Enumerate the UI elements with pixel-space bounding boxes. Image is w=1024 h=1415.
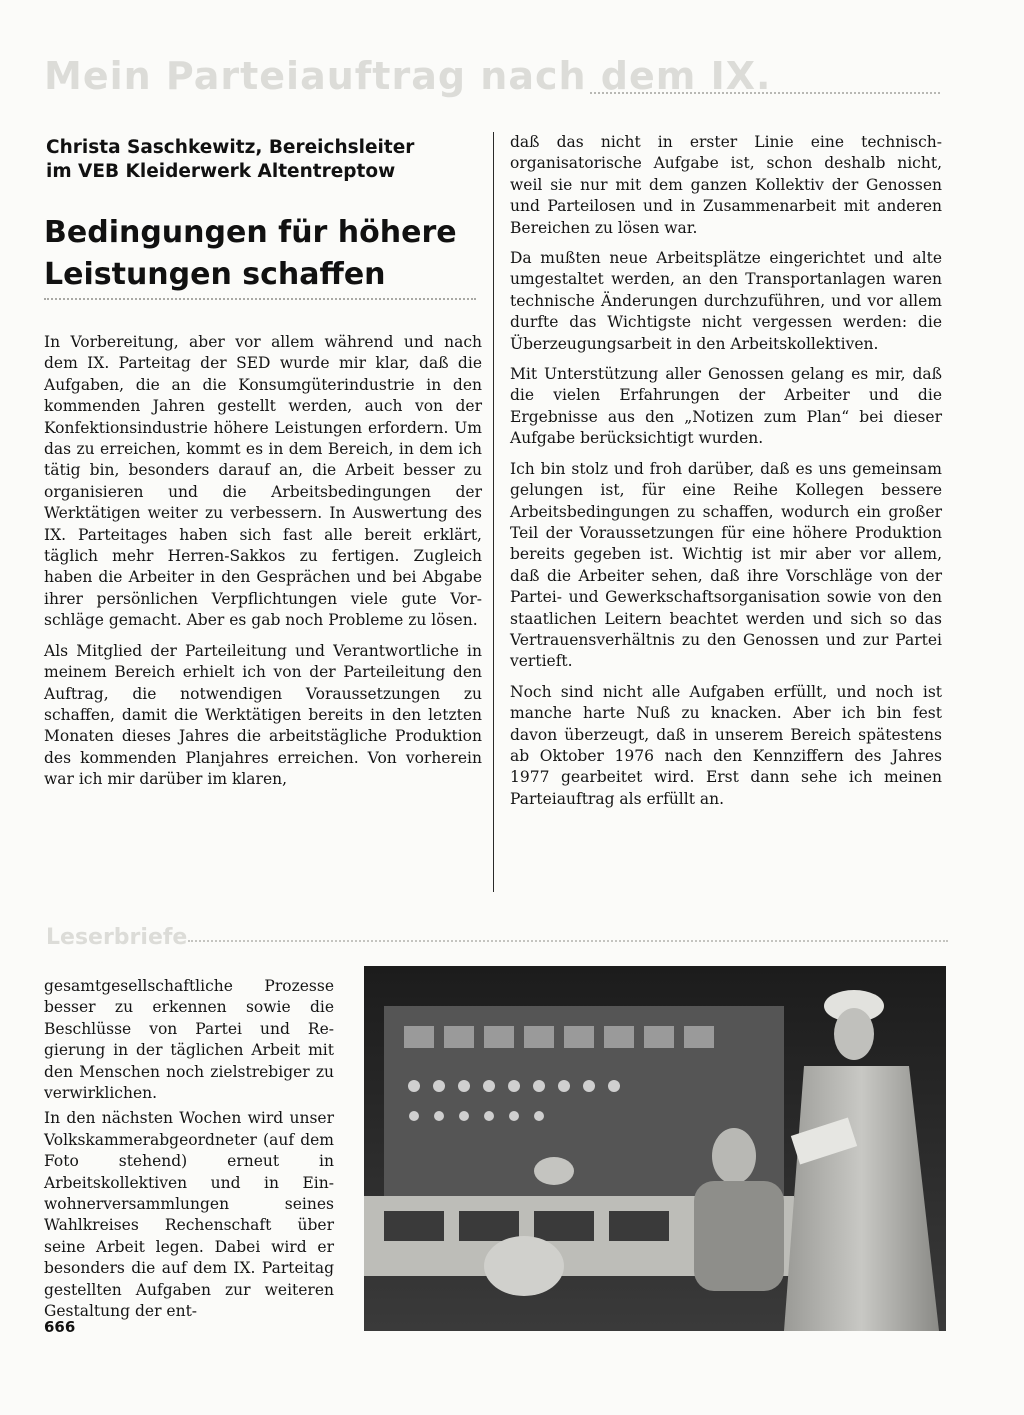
- letters-heading-rule: [188, 940, 948, 945]
- paragraph: Noch sind nicht alle Aufgaben erfüllt, und noch ist manche harte Nuß zu knacken. Aber ich bin fest davon überzeugt, daß in unserem Bereich spätestens ab Oktober 1976 nach den Kennziffern des Jahres 1977 gearbeitet wird. Erst dann sehe ich meinen Parteiauftrag als erfüllt an.: [510, 682, 942, 808]
- paragraph: Da mußten neue Arbeitsplätze eingerichtet und alte umgestaltet werden, an den Transportanlagen waren technische Änderungen durchzuführen, und vor allem durfte das Wichtigste nicht vergessen werden: die Überzeugungsarbeit in den Arbeitskollektiven.: [510, 249, 942, 353]
- column-divider: [493, 132, 494, 892]
- paragraph: daß das nicht in erster Linie eine technisch-organisatorische Aufgabe ist, schon deshalb nicht, weil sie nur mit dem ganzen Kollektiv der Genossen und Parteilosen und in Zusammenarbeit mit anderen Bereichen zu lösen war.: [510, 133, 942, 237]
- article-left-column: [44, 332, 482, 800]
- article-headline: [44, 212, 474, 296]
- author-name: Christa Saschkewitz, Bereichsleiter: [46, 137, 415, 158]
- author-workplace: im VEB Kleiderwerk Altentreptow: [46, 161, 396, 182]
- paragraph: Ich bin stolz und froh darüber, daß es uns gemeinsam gelungen ist, für eine Reihe Kollegen bessere Arbeitsbedingungen zu schaffen, wodurch ein großer Teil der Voraussetzungen für eine höhere Produktion bereits gegeben ist. Wichtig ist mir aber vor allem, daß die Arbeiter sehen, daß ihre Vorschläge von der Partei- und Gewerkschaftsorganisation sowie von den staatlichen Leitern beachtet werden und sich so das Vertrauensverhältnis zu den Genossen und zur Partei vertieft.: [510, 459, 942, 671]
- letter-column: [44, 976, 334, 1327]
- article-right-column: [510, 132, 942, 819]
- paragraph: Als Mitglied der Parteileitung und Verantwortliche in meinem Bereich erhielt ich von der Parteileitung den Auftrag, die notwendigen Voraussetzungen zu schaffen, damit die Werktätigen bereits in den letzten Monaten dieses Jahres die arbeitstägliche Produktion des kommenden Planjahres erreichen. Von vorherein war ich mir darüber im klaren,: [44, 641, 482, 789]
- letters-heading: Leserbriefe: [46, 925, 188, 950]
- author-byline: [46, 136, 446, 184]
- headline-rule: [44, 298, 476, 303]
- photo-illustration: [364, 966, 946, 1331]
- page-number: 666: [44, 1318, 76, 1336]
- paragraph: gesamtgesellschaftliche Prozesse besser zu erkennen sowie die Beschlüsse von Partei und Regierung in der täglichen Arbeit mit den Menschen noch zielstrebiger zu verwirklichen.: [44, 977, 334, 1103]
- section-heading: Mein Parteiauftrag nach dem IX.: [44, 54, 772, 98]
- seated-woman: [484, 1236, 564, 1296]
- control-room-photo: [364, 966, 946, 1331]
- paragraph: Mit Unterstützung aller Genossen gelang es mir, daß die vielen Erfahrungen der Arbeiter und die Ergebnisse aus den „Notizen zum Plan“ bei dieser Aufgabe berücksichtigt wurden.: [510, 365, 942, 448]
- paragraph: In den nächsten Wochen wird unser Volkskammerabgeordneter (auf dem Foto stehend) erneut in Arbeitskollektiven und in Einwohnerversammlungen seines Wahlkreises Rechenschaft über seine Arbeit legen. Dabei wird er besonders die auf dem IX. Parteitag gestellten Aufgaben zur weiteren Gestaltung der ent-: [44, 1109, 334, 1321]
- headline-line: Leistungen schaffen: [44, 257, 386, 292]
- paragraph: In Vorbereitung, aber vor allem während und nach dem IX. Parteitag der SED wurde mir klar, daß die Aufgaben, die an die Konsumgüterindustrie in den kommenden Jahren gestellt werden, auch von der Konfektionsindustrie höhere Leistungen erfordern. Um das zu erreichen, kommt es in dem Bereich, in dem ich tätig bin, besonders darauf an, die Arbeit besser zu organisieren und die Arbeitsbedingungen der Werktätigen weiter zu verbessern. In Auswertung des IX. Parteitages haben sich fast alle bereit erklärt, täglich mehr Herren-Sakkos zu fertigen. Zugleich haben die Arbeiter in den Gesprächen und bei Abgabe ihrer persönlichen Verpflichtungen viele gute Vorschläge gemacht. Aber es gab noch Probleme zu lösen.: [44, 333, 482, 630]
- section-heading-rule: [590, 92, 940, 97]
- seated-man: [712, 1128, 756, 1184]
- headline-line: Bedingungen für höhere: [44, 215, 457, 250]
